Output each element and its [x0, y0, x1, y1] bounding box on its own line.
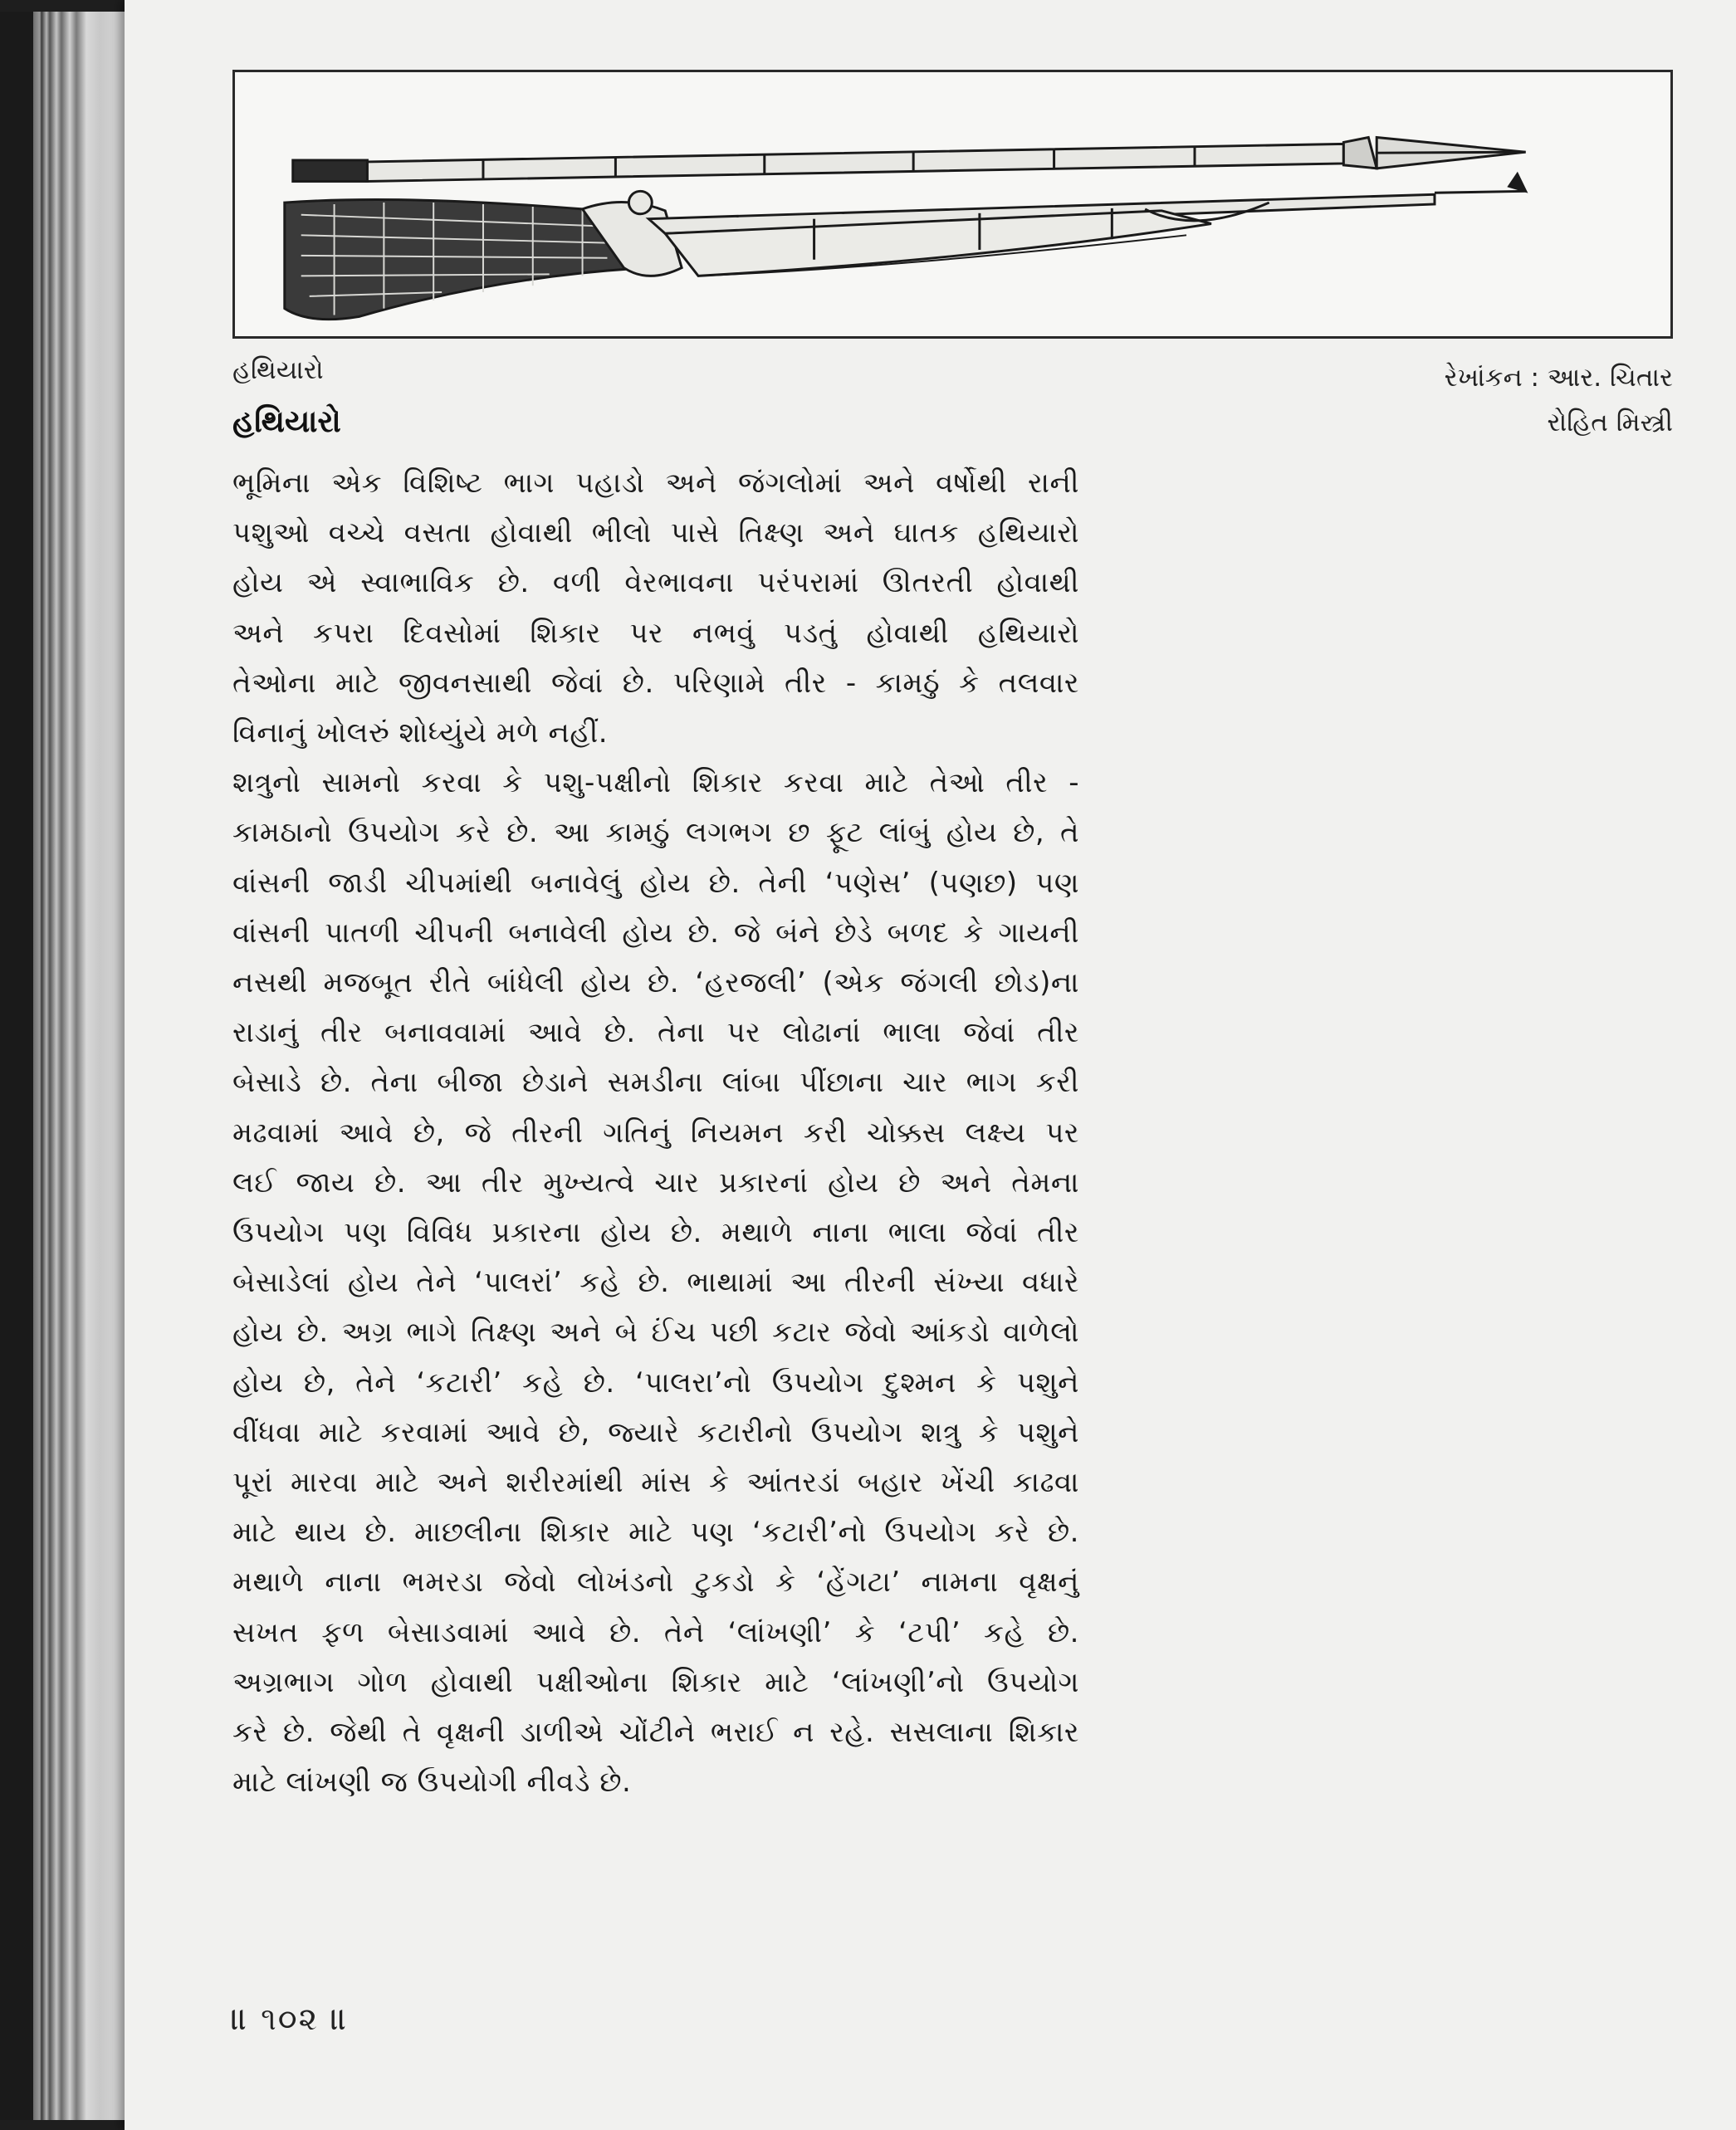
- text-line: વાંસની પાતળી ચીપની બનાવેલી હોય છે. જે બંને છેડે બળદ કે ગાયની: [232, 916, 1079, 950]
- text-line: બેસાડેલાં હોય તેને ‘પાલરાં’ કહે છે. ભાથામાં આ તીરની સંખ્યા વધારે: [232, 1266, 1079, 1300]
- text-line: હોય છે. અગ્ર ભાગે તિક્ષ્ણ અને બે ઈંચ પછી કટાર જેવો આંકડો વાળેલો: [232, 1316, 1079, 1350]
- text-line: મઢવામાં આવે છે, જે તીરની ગતિનું નિયમન કરી ચોક્કસ લક્ષ્ય પર: [232, 1116, 1079, 1150]
- text-line: વિનાનું ખોલરું શોધ્યુંયે મળે નહીં.: [232, 716, 609, 750]
- page-number: ॥ ૧૦૨ ॥: [231, 2001, 350, 2037]
- credit-line-author: રોહિત મિસ્ત્રી: [1547, 408, 1673, 437]
- book-page: [125, 0, 1736, 2130]
- body-text: [232, 458, 1079, 1807]
- text-line: પૂરાં મારવા માટે અને શરીરમાંથી માંસ કે આંતરડાં બહાર ખેંચી કાઢવા: [232, 1466, 1079, 1500]
- section-heading: હથિયારો: [232, 403, 341, 439]
- text-line: હોય છે, તેને ‘કટારી’ કહે છે. ‘પાલરા’નો ઉપયોગ દુશ્મન કે પશુને: [232, 1365, 1079, 1400]
- text-line: રાડાનું તીર બનાવવામાં આવે છે. તેના પર લોઢાનાં ભાલા જેવાં તીર: [232, 1016, 1079, 1050]
- text-line: શત્રુનો સામનો કરવા કે પશુ-પક્ષીનો શિકાર કરવા માટે તેઓ તીર -: [232, 766, 1079, 800]
- text-line: અને કપરા દિવસોમાં શિકાર પર નભવું પડતું હોવાથી હથિયારો: [232, 616, 1079, 650]
- text-line: માટે લાંખણી જ ઉપયોગી નીવડે છે.: [232, 1766, 632, 1800]
- text-line: કરે છે. જેથી તે વૃક્ષની ડાળીએ ચોંટીને ભરાઈ ન રહે. સસલાના શિકાર: [232, 1716, 1079, 1750]
- text-line: પશુઓ વચ્ચે વસતા હોવાથી ભીલો પાસે તિક્ષ્ણ અને ઘાતક હથિયારો: [232, 516, 1079, 550]
- page-edges: [0, 12, 133, 2120]
- text-line: માટે થાય છે. માછલીના શિકાર માટે પણ ‘કટારી’નો ઉપયોગ કરે છે.: [232, 1516, 1079, 1550]
- weapons-illustration: [232, 70, 1673, 339]
- text-line: ઉપયોગ પણ વિવિધ પ્રકારના હોય છે. મથાળે નાના ભાલા જેવાં તીર: [232, 1216, 1079, 1250]
- text-line: વીંધવા માટે કરવામાં આવે છે, જ્યારે કટારીનો ઉપયોગ શત્રુ કે પશુને: [232, 1415, 1079, 1449]
- credit-line-illustrator: રેખાંકન : આર. ચિતાર: [1444, 363, 1673, 393]
- figure-caption: હથિયારો: [232, 355, 324, 385]
- text-line: અગ્રભાગ ગોળ હોવાથી પક્ષીઓના શિકાર માટે ‘લાંખણી’નો ઉપયોગ: [232, 1665, 1079, 1699]
- text-line: નસથી મજબૂત રીતે બાંધેલી હોય છે. ‘હરજલી’ (એક જંગલી છોડ)ના: [232, 966, 1079, 1000]
- text-line: લઈ જાય છે. આ તીર મુખ્યત્વે ચાર પ્રકારનાં હોય છે અને તેમના: [232, 1165, 1079, 1199]
- text-line: તેઓના માટે જીવનસાથી જેવાં છે. પરિણામે તીર - કામઠું કે તલવાર: [232, 666, 1079, 700]
- text-line: હોય એ સ્વાભાવિક છે. વળી વેરભાવના પરંપરામાં ઊતરતી હોવાથી: [232, 566, 1079, 600]
- text-line: ભૂમિના એક વિશિષ્ટ ભાગ પહાડો અને જંગલોમાં અને વર્ષોથી રાની: [232, 467, 1079, 500]
- text-line: બેસાડે છે. તેના બીજા છેડાને સમડીના લાંબા પીંછાના ચાર ભાગ કરી: [232, 1066, 1079, 1100]
- text-line: કામઠાનો ઉપયોગ કરે છે. આ કામઠું લગભગ છ ફૂટ લાંબું હોય છે, તે: [232, 816, 1079, 850]
- text-line: વાંસની જાડી ચીપમાંથી બનાવેલું હોય છે. તેની ‘પણેસ’ (પણછ) પણ: [232, 866, 1079, 900]
- text-line: સખત ફળ બેસાડવામાં આવે છે. તેને ‘લાંખણી’ કે ‘ટપી’ કહે છે.: [232, 1615, 1079, 1649]
- figure-credit: [1445, 355, 1673, 445]
- spear-and-rifle-icon: [235, 72, 1670, 336]
- text-line: મથાળે નાના ભમરડા જેવો લોખંડનો ટુકડો કે ‘હેંગટા’ નામના વૃક્ષનું: [232, 1566, 1079, 1600]
